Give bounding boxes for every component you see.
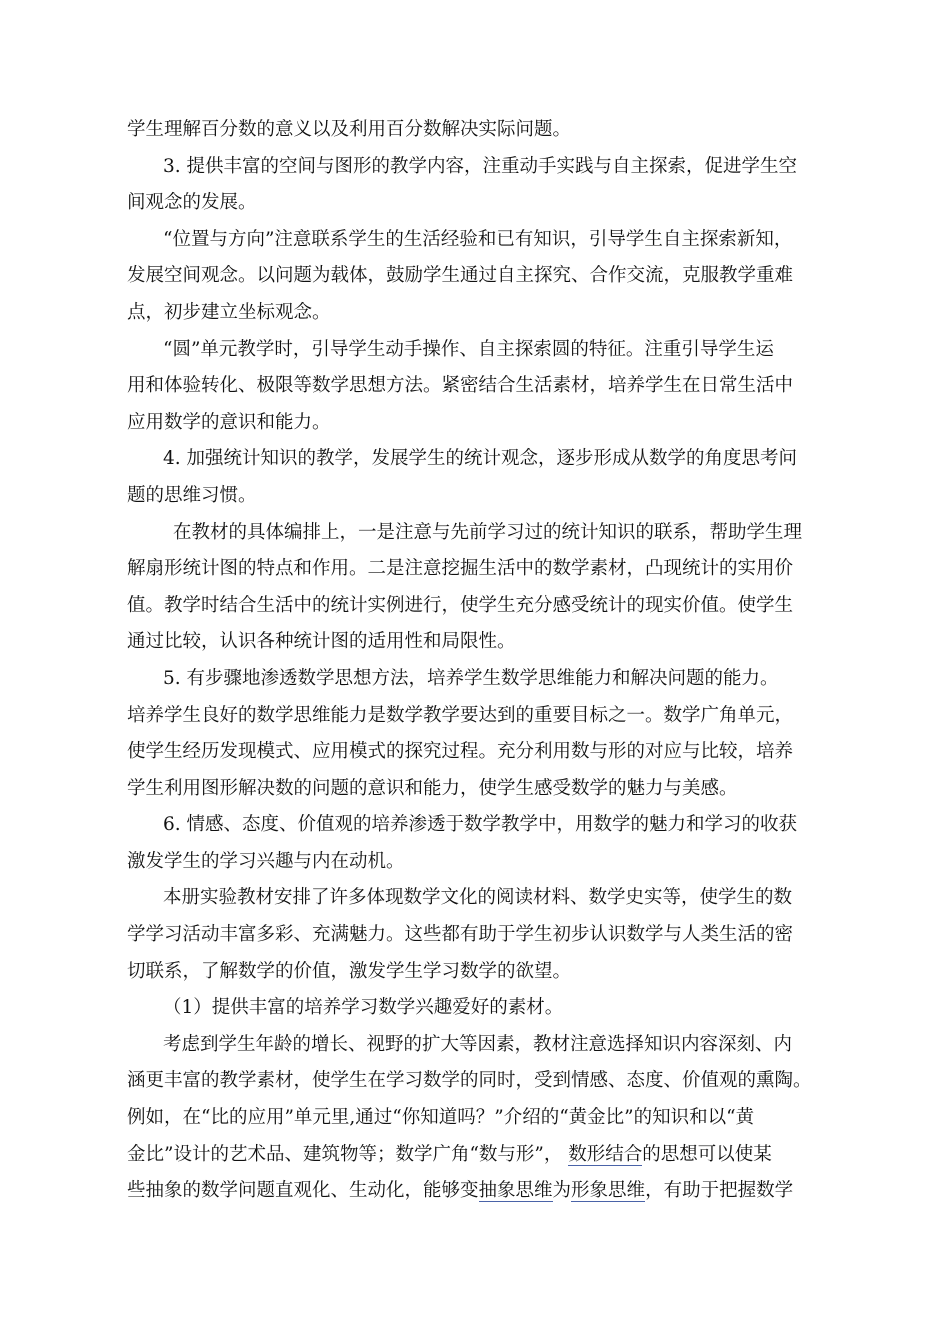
line-text: 金比”设计的艺术品、建筑物等；数学广角“数与形”， xyxy=(127,1143,569,1165)
line-text: 培养学生良好的数学思维能力是数学教学要达到的重要目标之一。数学广角单元， xyxy=(127,704,794,726)
line-text: 学生利用图形解决数的问题的意识和能力，使学生感受数学的魅力与美感。 xyxy=(127,777,738,799)
text-line xyxy=(127,258,827,295)
text-line xyxy=(127,112,827,149)
line-text: ，有助于把握数学 xyxy=(645,1180,794,1202)
line-text: 应用数学的意识和能力。 xyxy=(127,411,331,433)
line-text: 切联系，了解数学的价值，激发学生学习数学的欲望。 xyxy=(127,960,572,982)
text-line xyxy=(127,917,827,954)
line-text: 学生理解百分数的意义以及利用百分数解决实际问题。 xyxy=(127,119,572,140)
text-line xyxy=(127,1173,827,1210)
text-line xyxy=(127,661,827,698)
underlined-term: 形象思维 xyxy=(571,1180,646,1202)
text-line xyxy=(127,807,827,844)
underlined-term: 数形结合 xyxy=(568,1143,643,1165)
text-line xyxy=(127,734,827,771)
text-line xyxy=(127,588,827,625)
line-text: 发展空间观念。以问题为载体，鼓励学生通过自主探究、合作交流，克服教学重难 xyxy=(127,265,794,287)
text-line xyxy=(127,1063,827,1100)
underlined-term: 抽象思维 xyxy=(478,1180,553,1202)
text-line xyxy=(127,515,827,552)
text-line xyxy=(127,1027,827,1064)
line-text: 值。教学时结合生活中的统计实例进行，使学生充分感受统计的现实价值。使学生 xyxy=(127,594,794,616)
line-text: 在教材的具体编排上，一是注意与先前学习过的统计知识的联系，帮助学生理 xyxy=(173,521,803,543)
line-text: 使学生经历发现模式、应用模式的探究过程。充分利用数与形的对应与比较，培养 xyxy=(127,741,794,763)
text-line xyxy=(127,149,827,186)
line-text: 5. 有步骤地渗透数学思想方法，培养学生数学思维能力和解决问题的能力。 xyxy=(163,667,779,689)
line-text: 的思想可以使某 xyxy=(642,1143,772,1165)
text-line xyxy=(127,1100,827,1137)
line-text: 考虑到学生年龄的增长、视野的扩大等因素，教材注意选择知识内容深刻、内 xyxy=(163,1033,793,1055)
line-text: 例如，在“比的应用”单元里,通过“你知道吗？”介绍的“黄金比”的知识和以“黄 xyxy=(127,1107,755,1129)
text-line xyxy=(127,880,827,917)
text-line xyxy=(127,624,827,661)
text-line xyxy=(127,771,827,808)
line-text: 为 xyxy=(552,1180,572,1202)
text-line xyxy=(127,551,827,588)
line-text: 涵更丰富的教学素材，使学生在学习数学的同时，受到情感、态度、价值观的熏陶。 xyxy=(127,1070,812,1092)
text-line xyxy=(127,990,827,1027)
text-line xyxy=(127,295,827,332)
text-line xyxy=(127,441,827,478)
line-text: 间观念的发展。 xyxy=(127,192,257,214)
body-text xyxy=(127,112,827,1210)
line-text: 解扇形统计图的特点和作用。二是注意挖掘生活中的数学素材，凸现统计的实用价 xyxy=(127,558,794,580)
line-text: 学学习活动丰富多彩、充满魅力。这些都有助于学生初步认识数学与人类生活的密 xyxy=(127,924,794,946)
line-text: 点，初步建立坐标观念。 xyxy=(127,301,331,323)
text-line xyxy=(127,368,827,405)
line-text: “位置与方向”注意联系学生的生活经验和已有知识，引导学生自主探索新知， xyxy=(163,228,793,250)
text-line xyxy=(127,185,827,222)
text-line xyxy=(127,405,827,442)
text-line xyxy=(127,222,827,259)
text-line xyxy=(127,478,827,515)
text-line xyxy=(127,698,827,735)
line-text: 题的思维习惯。 xyxy=(127,484,257,506)
line-text: 通过比较，认识各种统计图的适用性和局限性。 xyxy=(127,631,516,653)
line-text: 本册实验教材安排了许多体现数学文化的阅读材料、数学史实等，使学生的数 xyxy=(163,887,793,909)
line-text: 激发学生的学习兴趣与内在动机。 xyxy=(127,850,405,872)
line-text: 3. 提供丰富的空间与图形的教学内容，注重动手实践与自主探索，促进学生空 xyxy=(163,155,798,177)
text-line xyxy=(127,332,827,369)
line-text: 用和体验转化、极限等数学思想方法。紧密结合生活素材，培养学生在日常生活中 xyxy=(127,375,794,397)
line-text: 些抽象的数学问题直观化、生动化，能够变 xyxy=(127,1180,479,1202)
line-text: 6. 情感、态度、价值观的培养渗透于数学教学中，用数学的魅力和学习的收获 xyxy=(163,814,798,836)
text-line xyxy=(127,844,827,881)
line-text: 4. 加强统计知识的教学，发展学生的统计观念，逐步形成从数学的角度思考问 xyxy=(163,448,798,470)
text-line xyxy=(127,954,827,991)
line-text: “圆”单元教学时，引导学生动手操作、自主探索圆的特征。注重引导学生运 xyxy=(163,338,774,360)
text-line xyxy=(127,1137,827,1174)
line-text: （1）提供丰富的培养学习数学兴趣爱好的素材。 xyxy=(163,997,564,1019)
